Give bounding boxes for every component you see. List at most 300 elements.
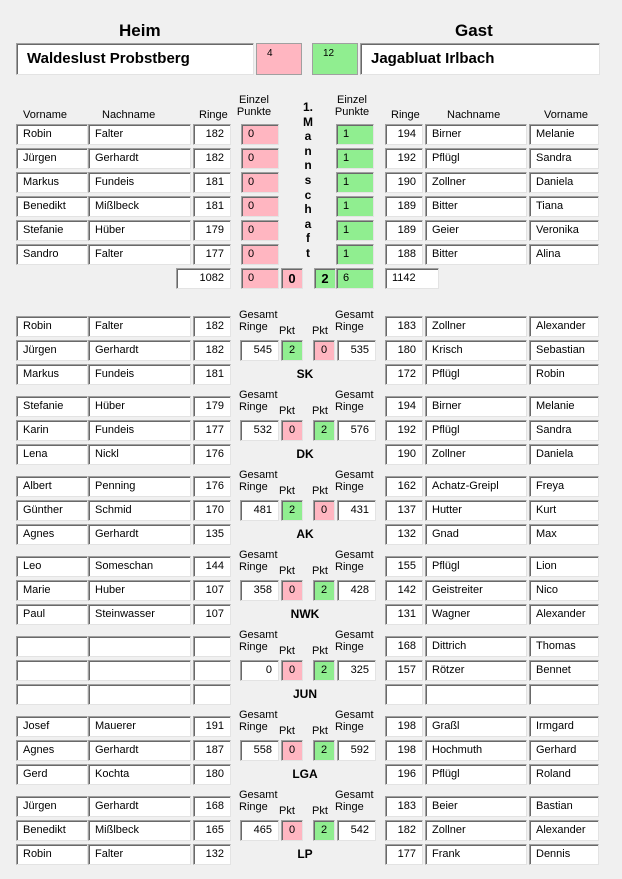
home-firstname-field[interactable]: Stefanie [16, 220, 88, 241]
mannschaft-letter: h [304, 202, 312, 217]
guest-firstname-field[interactable]: Alina [529, 244, 599, 265]
guest-pkt-label: Pkt [312, 645, 328, 657]
guest-rings-field[interactable]: 132 [385, 524, 423, 545]
home-einzelpunkte-field[interactable]: 0 [241, 148, 279, 169]
guest-total-rings-field[interactable]: 576 [337, 420, 376, 441]
guest-total-rings-field[interactable]: 592 [337, 740, 376, 761]
guest-rings-field[interactable]: 183 [385, 796, 423, 817]
guest-rings-field[interactable]: 192 [385, 148, 423, 169]
home-gesamt-ringe-label [239, 629, 278, 653]
guest-rings-field[interactable]: 168 [385, 636, 423, 657]
home-points-field[interactable]: 0 [281, 820, 303, 841]
home-firstname-field[interactable]: Josef [16, 716, 88, 737]
home-rings-field[interactable]: 180 [193, 764, 231, 785]
category-label: DK [296, 447, 314, 461]
guest-firstname-field[interactable]: Thomas [529, 636, 599, 657]
guest-rings-field[interactable]: 131 [385, 604, 423, 625]
home-firstname-field[interactable]: Robin [16, 844, 88, 865]
guest-firstname-field[interactable]: Bennet [529, 660, 599, 681]
home-firstname-field[interactable]: Albert [16, 476, 88, 497]
col-home-einzelpunkte [232, 94, 276, 118]
col-guest-einzel: Einzel [337, 94, 367, 106]
guest-firstname-field[interactable]: Melanie [529, 124, 599, 145]
home-lastname-field[interactable]: Falter [88, 124, 191, 145]
home-lastname-field[interactable]: Someschan [88, 556, 191, 577]
home-firstname-field[interactable]: Markus [16, 172, 88, 193]
mannschaft-letter: c [304, 187, 312, 202]
home-lastname-field[interactable]: Fundeis [88, 420, 191, 441]
ringe-text: Ringe [239, 561, 268, 573]
home-firstname-field[interactable]: Gerd [16, 764, 88, 785]
home-rings-field[interactable]: 181 [193, 172, 231, 193]
guest-einzelpunkte-total-field[interactable]: 6 [336, 268, 374, 289]
home-firstname-field[interactable]: Paul [16, 604, 88, 625]
gesamt-text: Gesamt [335, 309, 374, 321]
guest-pkt-label: Pkt [312, 485, 328, 497]
guest-pkt-label: Pkt [312, 725, 328, 737]
home-pkt-label: Pkt [279, 805, 295, 817]
home-gesamt-ringe-label [239, 549, 278, 573]
home-einzelpunkte-field[interactable]: 0 [241, 220, 279, 241]
mannschaft-letter: t [306, 246, 310, 260]
home-total-rings-field[interactable]: 481 [240, 500, 279, 521]
home-points-field[interactable]: 0 [281, 420, 303, 441]
guest-firstname-field[interactable]: Tiana [529, 196, 599, 217]
home-rings-field[interactable]: 179 [193, 220, 231, 241]
home-firstname-field[interactable]: Leo [16, 556, 88, 577]
home-firstname-field[interactable]: Sandro [16, 244, 88, 265]
col-guest-punkte: Punkte [334, 106, 370, 118]
home-lastname-field[interactable]: Gerhardt [88, 796, 191, 817]
home-pkt-label: Pkt [279, 325, 295, 337]
gesamt-text: Gesamt [239, 389, 278, 401]
home-lastname-field[interactable]: Gerhardt [88, 740, 191, 761]
home-firstname-field[interactable]: Jürgen [16, 148, 88, 169]
home-firstname-field[interactable]: Karin [16, 420, 88, 441]
home-total-rings-field[interactable]: 358 [240, 580, 279, 601]
mannschaft-letter: a [304, 129, 312, 144]
mannschaft-letter: 1. [302, 100, 313, 114]
mannschaft-letter: M [303, 114, 313, 129]
home-rings-field[interactable] [193, 636, 231, 657]
col-home-nachname: Nachname [102, 109, 156, 121]
col-home-vorname: Vorname [23, 109, 68, 121]
home-firstname-field[interactable] [16, 660, 88, 681]
gesamt-text: Gesamt [335, 389, 374, 401]
guest-lastname-field[interactable]: Zollner [425, 444, 527, 465]
ringe-text: Ringe [239, 481, 268, 493]
guest-firstname-field[interactable]: Alexander [529, 316, 599, 337]
gesamt-text: Gesamt [239, 469, 278, 481]
home-firstname-field[interactable]: Benedikt [16, 196, 88, 217]
guest-points-field[interactable]: 0 [313, 340, 335, 361]
guest-firstname-field[interactable]: Kurt [529, 500, 599, 521]
home-firstname-field[interactable]: Stefanie [16, 396, 88, 417]
home-rings-field[interactable]: 182 [193, 148, 231, 169]
guest-lastname-field[interactable]: Pflügl [425, 364, 527, 385]
guest-rings-field[interactable]: 198 [385, 716, 423, 737]
home-rings-field[interactable]: 187 [193, 740, 231, 761]
guest-firstname-field[interactable]: Sandra [529, 420, 599, 441]
guest-points-field[interactable]: 0 [313, 500, 335, 521]
ringe-text: Ringe [335, 561, 364, 573]
ringe-text: Ringe [335, 801, 364, 813]
mannschaft-letter: a [304, 216, 312, 231]
gesamt-text: Gesamt [335, 789, 374, 801]
category-label: SK [296, 367, 314, 381]
home-firstname-field[interactable]: Günther [16, 500, 88, 521]
guest-pkt-label: Pkt [312, 325, 328, 337]
home-total-rings-field[interactable]: 532 [240, 420, 279, 441]
home-lastname-field[interactable] [88, 684, 191, 705]
ringe-text: Ringe [239, 401, 268, 413]
guest-lastname-field[interactable]: Zollner [425, 820, 527, 841]
guest-firstname-field[interactable]: Robin [529, 364, 599, 385]
home-points-field[interactable]: 2 [281, 340, 303, 361]
guest-einzelpunkte-field[interactable]: 1 [336, 148, 374, 169]
gesamt-text: Gesamt [239, 789, 278, 801]
guest-lastname-field[interactable]: Beier [425, 796, 527, 817]
home-match-points-field[interactable]: 0 [281, 268, 303, 289]
guest-rings-field[interactable]: 198 [385, 740, 423, 761]
home-score-field[interactable]: 4 [256, 43, 302, 75]
guest-total-rings-field[interactable]: 542 [337, 820, 376, 841]
guest-total-rings-field[interactable]: 428 [337, 580, 376, 601]
home-pkt-label: Pkt [279, 645, 295, 657]
home-firstname-field[interactable]: Jürgen [16, 340, 88, 361]
category-label: LP [297, 847, 313, 861]
home-rings-field[interactable]: 179 [193, 396, 231, 417]
home-rings-field[interactable]: 181 [193, 364, 231, 385]
home-rings-field[interactable]: 176 [193, 476, 231, 497]
guest-lastname-field[interactable]: Bitter [425, 196, 527, 217]
col-home-einzel: Einzel [239, 94, 269, 106]
col-guest-einzelpunkte [330, 94, 374, 118]
home-lastname-field[interactable]: Huber [88, 580, 191, 601]
home-title: Heim [119, 21, 161, 40]
home-lastname-field[interactable]: Mißlbeck [88, 196, 191, 217]
home-firstname-field[interactable]: Marie [16, 580, 88, 601]
home-einzelpunkte-field[interactable]: 0 [241, 244, 279, 265]
home-rings-field[interactable]: 107 [193, 604, 231, 625]
category-label: JUN [292, 687, 317, 701]
guest-rings-field[interactable]: 155 [385, 556, 423, 577]
ringe-text: Ringe [239, 641, 268, 653]
guest-rings-field[interactable]: 180 [385, 340, 423, 361]
home-firstname-field[interactable] [16, 636, 88, 657]
home-rings-field[interactable]: 168 [193, 796, 231, 817]
home-rings-field[interactable]: 182 [193, 124, 231, 145]
guest-lastname-field[interactable]: Pflügl [425, 148, 527, 169]
home-lastname-field[interactable]: Gerhardt [88, 148, 191, 169]
category-label: LGA [292, 767, 318, 781]
guest-firstname-field[interactable]: Max [529, 524, 599, 545]
home-firstname-field[interactable]: Markus [16, 364, 88, 385]
home-gesamt-ringe-label [239, 389, 278, 413]
home-rings-field[interactable]: 107 [193, 580, 231, 601]
guest-firstname-field[interactable]: Roland [529, 764, 599, 785]
home-rings-field[interactable]: 177 [193, 244, 231, 265]
col-home-punkte: Punkte [236, 106, 272, 118]
home-pkt-label: Pkt [279, 725, 295, 737]
guest-firstname-field[interactable]: Nico [529, 580, 599, 601]
guest-lastname-field[interactable]: Zollner [425, 316, 527, 337]
home-pkt-label: Pkt [279, 405, 295, 417]
guest-lastname-field[interactable]: Geier [425, 220, 527, 241]
guest-title: Gast [455, 21, 493, 40]
mannschaft-letter: n [304, 143, 312, 158]
ringe-text: Ringe [335, 401, 364, 413]
guest-gesamt-ringe-label [335, 629, 374, 653]
col-guest-ringe: Ringe [391, 109, 420, 121]
ringe-text: Ringe [335, 321, 364, 333]
gesamt-text: Gesamt [335, 469, 374, 481]
guest-rings-field[interactable]: 162 [385, 476, 423, 497]
home-firstname-field[interactable] [16, 684, 88, 705]
guest-gesamt-ringe-label [335, 389, 374, 413]
home-einzelpunkte-total-field[interactable]: 0 [241, 268, 279, 289]
guest-lastname-field[interactable] [425, 684, 527, 705]
home-total-rings-field[interactable]: 545 [240, 340, 279, 361]
home-rings-field[interactable]: 176 [193, 444, 231, 465]
guest-rings-field[interactable]: 190 [385, 444, 423, 465]
home-firstname-field[interactable]: Benedikt [16, 820, 88, 841]
home-gesamt-ringe-label [239, 789, 278, 813]
guest-lastname-field[interactable]: Zollner [425, 172, 527, 193]
home-lastname-field[interactable]: Penning [88, 476, 191, 497]
home-rings-field[interactable]: 135 [193, 524, 231, 545]
guest-einzelpunkte-field[interactable]: 1 [336, 124, 374, 145]
guest-total-rings-field[interactable]: 431 [337, 500, 376, 521]
home-team-field[interactable]: Waldeslust Probstberg [16, 43, 254, 75]
col-home-ringe: Ringe [199, 109, 228, 121]
guest-team-field[interactable]: Jagabluat Irlbach [360, 43, 600, 75]
ringe-text: Ringe [335, 481, 364, 493]
guest-rings-field[interactable]: 190 [385, 172, 423, 193]
home-firstname-field[interactable]: Lena [16, 444, 88, 465]
guest-firstname-field[interactable]: Alexander [529, 820, 599, 841]
home-firstname-field[interactable]: Robin [16, 316, 88, 337]
guest-lastname-field[interactable]: Geistreiter [425, 580, 527, 601]
guest-rings-field[interactable]: 189 [385, 220, 423, 241]
home-total-rings-field[interactable]: 1082 [176, 268, 231, 289]
guest-firstname-field[interactable]: Daniela [529, 444, 599, 465]
guest-lastname-field[interactable]: Krisch [425, 340, 527, 361]
guest-rings-field[interactable]: 172 [385, 364, 423, 385]
guest-lastname-field[interactable]: Wagner [425, 604, 527, 625]
ringe-text: Ringe [335, 721, 364, 733]
home-lastname-field[interactable]: Falter [88, 844, 191, 865]
guest-einzelpunkte-field[interactable]: 1 [336, 196, 374, 217]
home-lastname-field[interactable]: Nickl [88, 444, 191, 465]
home-einzelpunkte-field[interactable]: 0 [241, 172, 279, 193]
guest-points-field[interactable]: 2 [313, 820, 335, 841]
guest-pkt-label: Pkt [312, 565, 328, 577]
ringe-text: Ringe [239, 321, 268, 333]
home-firstname-field[interactable]: Agnes [16, 524, 88, 545]
home-total-rings-field[interactable]: 0 [240, 660, 279, 681]
home-rings-field[interactable]: 191 [193, 716, 231, 737]
guest-rings-field[interactable]: 177 [385, 844, 423, 865]
guest-lastname-field[interactable]: Rötzer [425, 660, 527, 681]
home-rings-field[interactable] [193, 684, 231, 705]
guest-firstname-field[interactable]: Daniela [529, 172, 599, 193]
gesamt-text: Gesamt [239, 709, 278, 721]
guest-lastname-field[interactable]: Hochmuth [425, 740, 527, 761]
home-lastname-field[interactable]: Hüber [88, 396, 191, 417]
home-rings-field[interactable] [193, 660, 231, 681]
home-lastname-field[interactable] [88, 636, 191, 657]
home-pkt-label: Pkt [279, 485, 295, 497]
category-label: NWK [290, 607, 320, 621]
home-einzelpunkte-field[interactable]: 0 [241, 196, 279, 217]
ringe-text: Ringe [335, 641, 364, 653]
home-rings-field[interactable]: 144 [193, 556, 231, 577]
guest-rings-field[interactable]: 188 [385, 244, 423, 265]
guest-rings-field[interactable]: 183 [385, 316, 423, 337]
guest-points-field[interactable]: 2 [313, 580, 335, 601]
home-lastname-field[interactable]: Kochta [88, 764, 191, 785]
guest-rings-field[interactable]: 182 [385, 820, 423, 841]
guest-einzelpunkte-field[interactable]: 1 [336, 244, 374, 265]
guest-lastname-field[interactable]: Dittrich [425, 636, 527, 657]
gesamt-text: Gesamt [239, 629, 278, 641]
category-label: AK [296, 527, 314, 541]
home-rings-field[interactable]: 170 [193, 500, 231, 521]
home-firstname-field[interactable]: Agnes [16, 740, 88, 761]
guest-firstname-field[interactable]: Veronika [529, 220, 599, 241]
home-lastname-field[interactable]: Mißlbeck [88, 820, 191, 841]
home-lastname-field[interactable]: Falter [88, 244, 191, 265]
gesamt-text: Gesamt [239, 309, 278, 321]
guest-score-field[interactable]: 12 [312, 43, 358, 75]
guest-total-rings-field[interactable]: 535 [337, 340, 376, 361]
guest-firstname-field[interactable] [529, 684, 599, 705]
guest-firstname-field[interactable]: Lion [529, 556, 599, 577]
guest-lastname-field[interactable]: Achatz-Greipl [425, 476, 527, 497]
guest-lastname-field[interactable]: Birner [425, 396, 527, 417]
home-rings-field[interactable]: 182 [193, 340, 231, 361]
home-lastname-field[interactable]: Gerhardt [88, 524, 191, 545]
guest-lastname-field[interactable]: Graßl [425, 716, 527, 737]
mannschaft-letter: n [304, 158, 312, 173]
guest-lastname-field[interactable]: Birner [425, 124, 527, 145]
home-lastname-field[interactable]: Fundeis [88, 172, 191, 193]
gesamt-text: Gesamt [335, 709, 374, 721]
home-lastname-field[interactable]: Schmid [88, 500, 191, 521]
gesamt-text: Gesamt [335, 549, 374, 561]
home-total-rings-field[interactable]: 465 [240, 820, 279, 841]
guest-firstname-field[interactable]: Freya [529, 476, 599, 497]
home-total-rings-field[interactable]: 558 [240, 740, 279, 761]
gesamt-text: Gesamt [335, 629, 374, 641]
home-rings-field[interactable]: 165 [193, 820, 231, 841]
guest-rings-field[interactable] [385, 684, 423, 705]
guest-lastname-field[interactable]: Bitter [425, 244, 527, 265]
guest-pkt-label: Pkt [312, 805, 328, 817]
home-points-field[interactable]: 0 [281, 660, 303, 681]
guest-points-field[interactable]: 2 [313, 740, 335, 761]
col-guest-vorname: Vorname [544, 109, 589, 121]
guest-gesamt-ringe-label [335, 549, 374, 573]
home-lastname-field[interactable]: Fundeis [88, 364, 191, 385]
mannschaft-letter: s [304, 173, 312, 187]
guest-rings-field[interactable]: 142 [385, 580, 423, 601]
guest-gesamt-ringe-label [335, 309, 374, 333]
col-guest-nachname: Nachname [447, 109, 501, 121]
guest-rings-field[interactable]: 192 [385, 420, 423, 441]
home-lastname-field[interactable]: Mauerer [88, 716, 191, 737]
guest-points-field[interactable]: 2 [313, 660, 335, 681]
home-pkt-label: Pkt [279, 565, 295, 577]
home-rings-field[interactable]: 132 [193, 844, 231, 865]
home-lastname-field[interactable]: Gerhardt [88, 340, 191, 361]
guest-rings-field[interactable]: 157 [385, 660, 423, 681]
home-points-field[interactable]: 2 [281, 500, 303, 521]
guest-total-rings-field[interactable]: 1142 [385, 268, 439, 289]
guest-lastname-field[interactable]: Hutter [425, 500, 527, 521]
guest-total-rings-field[interactable]: 325 [337, 660, 376, 681]
home-lastname-field[interactable] [88, 660, 191, 681]
home-rings-field[interactable]: 182 [193, 316, 231, 337]
home-points-field[interactable]: 0 [281, 580, 303, 601]
gesamt-text: Gesamt [239, 549, 278, 561]
guest-lastname-field[interactable]: Frank [425, 844, 527, 865]
ringe-text: Ringe [239, 721, 268, 733]
home-gesamt-ringe-label [239, 469, 278, 493]
guest-pkt-label: Pkt [312, 405, 328, 417]
guest-rings-field[interactable]: 137 [385, 500, 423, 521]
guest-lastname-field[interactable]: Pflügl [425, 420, 527, 441]
mannschaft-letter: f [306, 231, 310, 246]
guest-einzelpunkte-field[interactable]: 1 [336, 172, 374, 193]
guest-rings-field[interactable]: 194 [385, 124, 423, 145]
home-rings-field[interactable]: 181 [193, 196, 231, 217]
guest-firstname-field[interactable]: Sandra [529, 148, 599, 169]
guest-gesamt-ringe-label [335, 709, 374, 733]
home-gesamt-ringe-label [239, 309, 278, 333]
guest-firstname-field[interactable]: Irmgard [529, 716, 599, 737]
home-lastname-field[interactable]: Falter [88, 316, 191, 337]
guest-match-points-field[interactable]: 2 [314, 268, 336, 289]
ringe-text: Ringe [239, 801, 268, 813]
guest-rings-field[interactable]: 194 [385, 396, 423, 417]
home-lastname-field[interactable]: Hüber [88, 220, 191, 241]
home-gesamt-ringe-label [239, 709, 278, 733]
guest-rings-field[interactable]: 189 [385, 196, 423, 217]
home-points-field[interactable]: 0 [281, 740, 303, 761]
guest-points-field[interactable]: 2 [313, 420, 335, 441]
guest-firstname-field[interactable]: Sebastian [529, 340, 599, 361]
guest-firstname-field[interactable]: Gerhard [529, 740, 599, 761]
guest-rings-field[interactable]: 196 [385, 764, 423, 785]
guest-firstname-field[interactable]: Melanie [529, 396, 599, 417]
guest-gesamt-ringe-label [335, 469, 374, 493]
guest-firstname-field[interactable]: Alexander [529, 604, 599, 625]
guest-firstname-field[interactable]: Bastian [529, 796, 599, 817]
guest-lastname-field[interactable]: Pflügl [425, 764, 527, 785]
guest-lastname-field[interactable]: Gnad [425, 524, 527, 545]
home-firstname-field[interactable]: Robin [16, 124, 88, 145]
guest-einzelpunkte-field[interactable]: 1 [336, 220, 374, 241]
home-lastname-field[interactable]: Steinwasser [88, 604, 191, 625]
guest-gesamt-ringe-label [335, 789, 374, 813]
home-einzelpunkte-field[interactable]: 0 [241, 124, 279, 145]
home-rings-field[interactable]: 177 [193, 420, 231, 441]
home-firstname-field[interactable]: Jürgen [16, 796, 88, 817]
guest-firstname-field[interactable]: Dennis [529, 844, 599, 865]
guest-lastname-field[interactable]: Pflügl [425, 556, 527, 577]
